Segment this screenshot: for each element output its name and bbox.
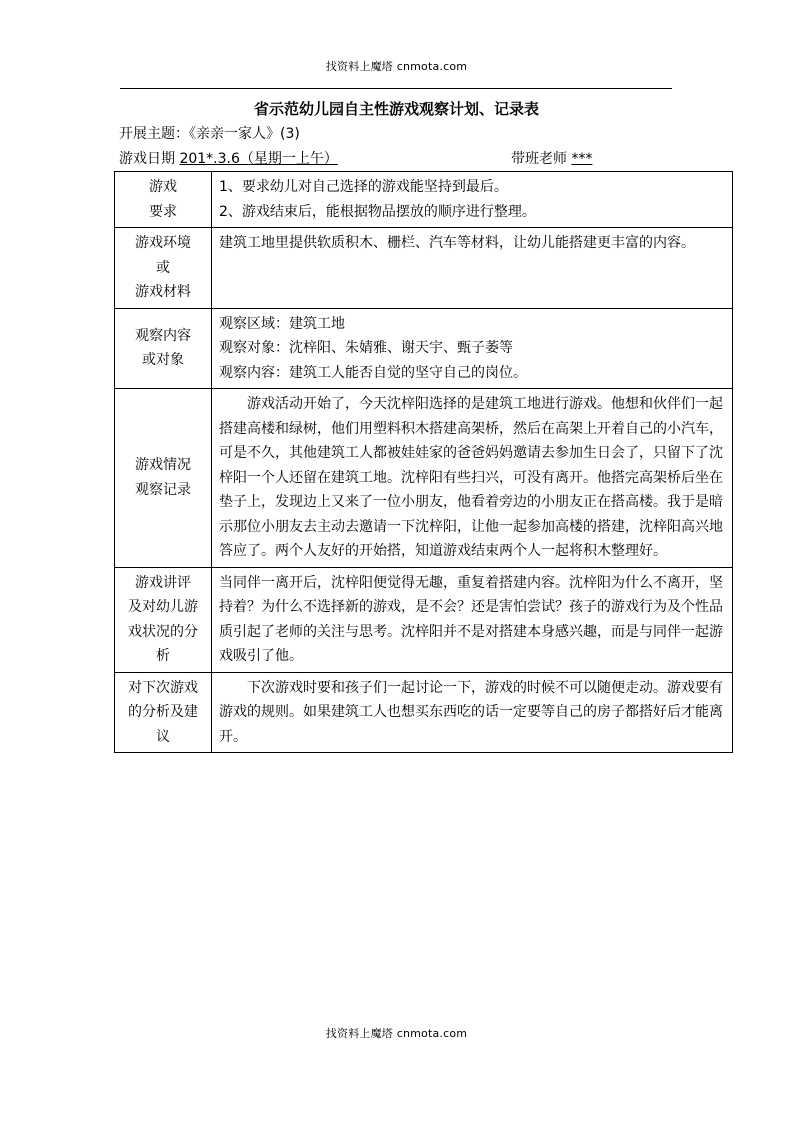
teacher-value: ***	[571, 151, 593, 167]
row-content-line: 观察对象：沈梓阳、朱婧雅、谢天宇、甄子萎等	[219, 340, 513, 356]
table-row	[115, 228, 733, 309]
theme-line	[119, 124, 300, 144]
row-label: 游戏材料	[135, 284, 191, 300]
row-label: 游戏	[149, 179, 177, 195]
row-content-cell	[212, 308, 733, 389]
table-row	[115, 672, 733, 753]
document-title: 省示范幼儿园自主性游戏观察计划、记录表	[253, 100, 539, 118]
row-content-line: 1、要求幼儿对自己选择的游戏能坚持到最后。	[219, 179, 508, 195]
row-label: 观察记录	[135, 481, 191, 498]
row-content-line: 2、游戏结束后，能根据物品摆放的顺序进行整理。	[219, 203, 536, 220]
row-content-line: 建筑工地里提供软质积木、栅栏、汽车等材料，让幼儿能搭建更丰富的内容。	[219, 235, 695, 251]
row-label-cell	[115, 389, 212, 568]
row-content-cell	[212, 228, 733, 309]
row-content-cell	[212, 389, 733, 568]
row-label: 观察内容	[135, 327, 191, 344]
row-label-cell	[115, 567, 212, 672]
row-label: 对下次游戏	[128, 679, 198, 696]
row-content-paragraph: 游戏活动开始了，今天沈梓阳选择的是建筑工地进行游戏。他想和伙伴们一起搭建高楼和绿树，他们用塑料积木搭建高架桥，然后在高架上开着自己的小汽车，可是不久，其他建筑工人都被娃娃家的爸爸妈妈邀请去参加生日会了，只留下了沈梓阳一个人还留在建筑工地。沈梓阳有些扫兴，可没有离开。他搭完高架桥后坐在垫子上，发现边上又来了一位小朋友，他看着旁边的小朋友正在搭高楼。我于是暗示那位小朋友去主动去邀请一下沈梓阳，让他一起参加高楼的搭建，沈梓阳高兴地答应了。两个人友好的开始搭，知道游戏结束两个人一起将积木整理好。	[219, 396, 723, 559]
row-label: 及对幼儿游	[128, 599, 198, 615]
row-content-cell	[212, 567, 733, 672]
row-label: 的分析及建	[128, 704, 198, 720]
table-row	[115, 308, 733, 389]
row-label: 戏状况的分	[128, 623, 198, 640]
row-content-cell	[212, 172, 733, 228]
row-label: 游戏情况	[135, 457, 191, 474]
date-value: 201*.3.6（星期一上午）	[179, 151, 338, 167]
date-label: 游戏日期	[119, 151, 180, 167]
row-content-paragraph: 当同伴一离开后，沈梓阳便觉得无趣，重复着搭建内容。沈梓阳为什么不离开，坚持着？为什么不选择新的游戏，是不会？还是害怕尝试？孩子的游戏行为及个性品质引起了老师的关注与思考。沈梓阳并不是对搭建本身感兴趣，而是与同伴一起游戏吸引了他。	[219, 574, 723, 664]
row-content-line: 观察区域：建筑工地	[219, 315, 345, 332]
row-label: 或对象	[142, 352, 184, 369]
row-label-cell	[115, 172, 212, 228]
header-divider	[120, 88, 672, 89]
teacher-field	[511, 149, 592, 169]
theme-value: 《亲亲一家人》(3)	[189, 126, 300, 142]
row-label: 游戏环境	[135, 235, 191, 251]
page-footer-text: 找资料上魔塔 cnmota.com	[325, 1027, 468, 1040]
row-label: 或	[156, 259, 170, 276]
row-content-paragraph: 下次游戏时要和孩子们一起讨论一下，游戏的时候不可以随便走动。游戏要有游戏的规则。如果建筑工人也想买东西吃的话一定要等自己的房子都搭好后才能离开。	[219, 679, 723, 745]
row-label: 析	[156, 648, 170, 664]
table-row	[115, 567, 733, 672]
row-label: 议	[156, 728, 170, 745]
row-content-line: 观察内容：建筑工人能否自觉的坚守自己的岗位。	[219, 364, 527, 381]
theme-label: 开展主题：	[119, 126, 189, 142]
observation-table	[114, 171, 733, 753]
row-label-cell	[115, 228, 212, 309]
row-label: 要求	[149, 203, 177, 220]
teacher-label: 带班老师	[511, 151, 572, 167]
page-header-text: 找资料上魔塔 cnmota.com	[325, 60, 468, 73]
row-content-cell	[212, 672, 733, 753]
row-label-cell	[115, 308, 212, 389]
date-teacher-line	[119, 149, 729, 169]
row-label-cell	[115, 672, 212, 753]
row-label: 游戏讲评	[135, 574, 191, 591]
table-row	[115, 389, 733, 568]
table-row	[115, 172, 733, 228]
